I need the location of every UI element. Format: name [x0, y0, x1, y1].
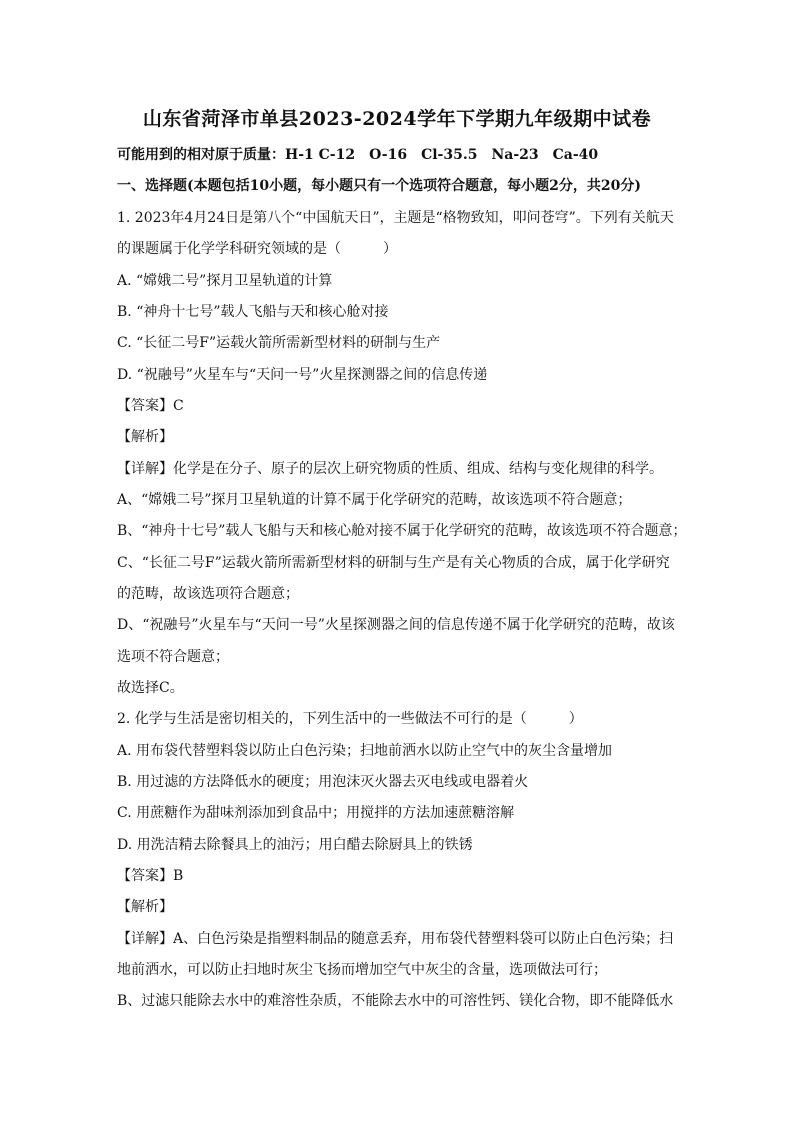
q2-analysis-label: 【解析】 — [117, 899, 173, 915]
q1-detail-c-line-2: 的范畴，故该选项符合题意； — [117, 586, 299, 602]
q2-option-b: B. 用过滤的方法降低水的硬度；用泡沫灭火器去灭电线或电器着火 — [117, 774, 529, 790]
q2-detail-a-line-1: 【详解】A、白色污染是指塑料制品的随意丢弃，用布袋代替塑料袋可以防止白色污染；扫 — [117, 931, 674, 947]
q1-option-b: B. “神舟十七号”载人飞船与天和核心舱对接 — [117, 304, 389, 320]
q1-detail-intro: 【详解】化学是在分子、原子的层次上研究物质的性质、组成、结构与变化规律的科学。 — [117, 461, 663, 477]
q1-option-a: A. “嫦娥二号”探月卫星轨道的计算 — [117, 273, 333, 289]
q1-option-c: C. “长征二号F”运载火箭所需新型材料的研制与生产 — [117, 335, 441, 351]
q1-analysis-label: 【解析】 — [117, 429, 173, 445]
q1-detail-b: B、“神舟十七号”载人飞船与天和核心舱对接不属于化学研究的范畴，故该选项不符合题意； — [117, 523, 687, 539]
q2-detail-b-line-1: B、过滤只能除去水中的难溶性杂质，不能除去水中的可溶性钙、镁化合物，即不能降低水 — [117, 993, 674, 1009]
section-heading: 一、选择题(本题包括10小题，每小题只有一个选项符合题意，每小题2分，共20分) — [117, 178, 641, 194]
q1-conclusion: 故选择C。 — [117, 680, 184, 696]
exam-title: 山东省菏泽市单县2023-2024学年下学期九年级期中试卷 — [142, 108, 652, 130]
q1-detail-c-line-1: C、“长征二号F”运载火箭所需新型材料的研制与生产是有关心物质的合成，属于化学研究 — [117, 555, 670, 571]
q2-stem: 2. 化学与生活是密切相关的，下列生活中的一些做法不可行的是（ ） — [117, 711, 583, 727]
q2-detail-a-line-2: 地前洒水，可以防止扫地时灰尘飞扬而增加空气中灰尘的含量，选项做法可行； — [117, 962, 607, 978]
q1-detail-d-line-2: 选项不符合题意； — [117, 649, 229, 665]
q2-answer: 【答案】B — [117, 868, 184, 884]
q1-answer: 【答案】C — [117, 398, 184, 414]
q1-option-d: D. “祝融号”火星车与“天问一号”火星探测器之间的信息传递 — [117, 367, 488, 383]
q2-option-d: D. 用洗洁精去除餐具上的油污；用白醋去除厨具上的铁锈 — [117, 837, 473, 853]
q1-detail-a: A、“嫦娥二号”探月卫星轨道的计算不属于化学研究的范畴，故该选项不符合题意； — [117, 492, 632, 508]
q1-detail-d-line-1: D、“祝融号”火星车与“天问一号”火星探测器之间的信息传递不属于化学研究的范畴，故该 — [117, 617, 675, 633]
q2-option-c: C. 用蔗糖作为甜味剂添加到食品中；用搅拌的方法加速蔗糖溶解 — [117, 805, 515, 821]
q2-option-a: A. 用布袋代替塑料袋以防止白色污染；扫地前洒水以防止空气中的灰尘含量增加 — [117, 743, 613, 759]
atomic-mass-note: 可能用到的相对原于质量：H-1 C-12 O-16 Cl-35.5 Na-23 Ca-40 — [117, 147, 599, 163]
q1-stem-line-1: 1. 2023年4月24日是第八个“中国航天日”，主题是“格物致知，叩问苍穹”。下列有关航天 — [117, 210, 674, 226]
q1-stem-line-2: 的课题属于化学学科研究领域的是（ ） — [117, 241, 397, 257]
